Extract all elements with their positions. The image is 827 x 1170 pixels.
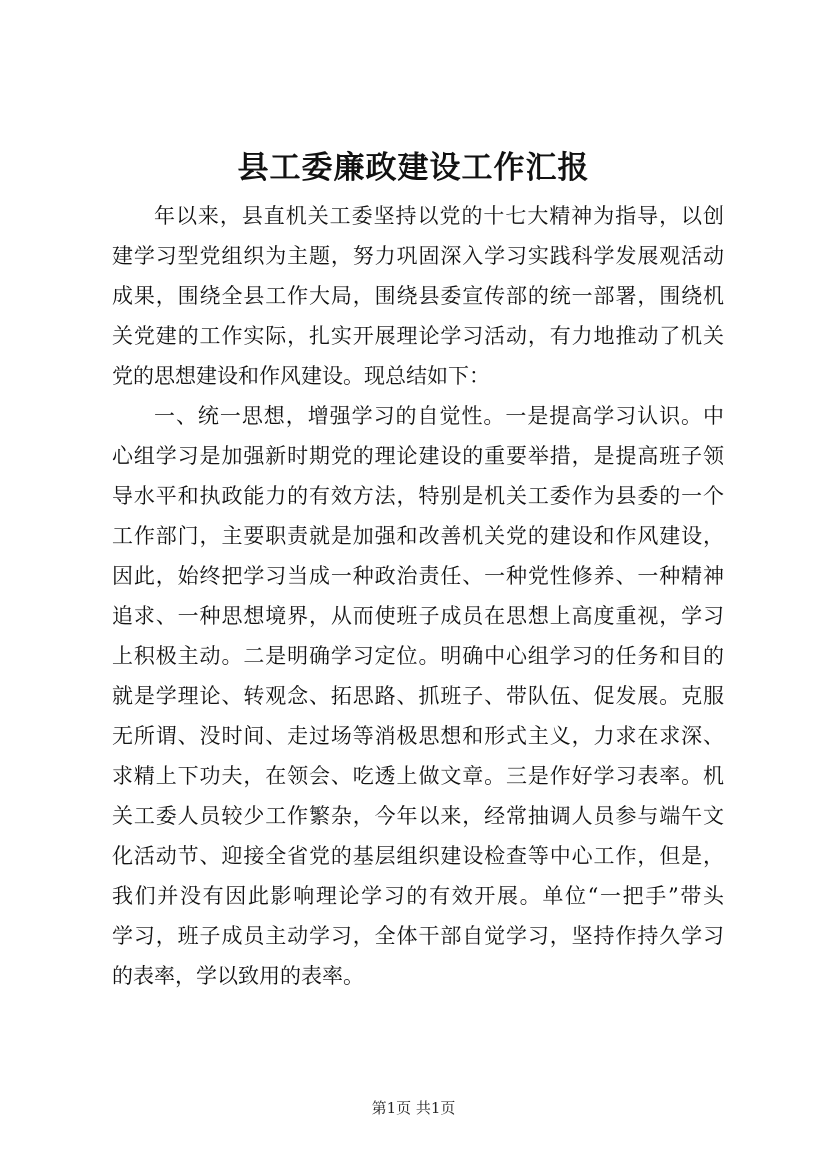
text-line: 关党建的工作实际，扎实开展理论学习活动，有力地推动了机关 (112, 324, 724, 348)
page-footer: 第1页 共1页 (371, 1099, 456, 1117)
text-line: 追求、一种思想境界，从而使班子成员在思想上高度重视，学习 (112, 604, 724, 628)
text-line: 心组学习是加强新时期党的理论建设的重要举措，是提高班子领 (112, 444, 724, 468)
text-line: 一、统一思想，增强学习的自觉性。一是提高学习认识。中 (154, 404, 724, 428)
text-line: 求精上下功夫，在领会、吃透上做文章。三是作好学习表率。机 (112, 764, 724, 788)
text-line: 的表率，学以致用的表率。 (112, 964, 364, 988)
text-line: 化活动节、迎接全省党的基层组织建设检查等中心工作，但是， (112, 844, 724, 868)
text-line: 成果，围绕全县工作大局，围绕县委宣传部的统一部署，围绕机 (112, 284, 724, 308)
page-title: 县工委廉政建设工作汇报 (237, 150, 590, 186)
text-line: 关工委人员较少工作繁杂，今年以来，经常抽调人员参与端午文 (112, 804, 724, 828)
text-line: 无所谓、没时间、走过场等消极思想和形式主义，力求在求深、 (112, 724, 724, 748)
text-line: 因此，始终把学习当成一种政治责任、一种党性修养、一种精神 (112, 564, 724, 588)
text-line: 建学习型党组织为主题，努力巩固深入学习实践科学发展观活动 (112, 244, 724, 268)
text-line: 我们并没有因此影响理论学习的有效开展。单位“一把手”带头 (112, 884, 724, 908)
text-line: 导水平和执政能力的有效方法，特别是机关工委作为县委的一个 (112, 484, 724, 508)
text-line: 就是学理论、转观念、拓思路、抓班子、带队伍、促发展。克服 (112, 684, 724, 708)
text-line: 工作部门，主要职责就是加强和改善机关党的建设和作风建设， (112, 524, 724, 548)
text-line: 年以来，县直机关工委坚持以党的十七大精神为指导，以创 (154, 204, 724, 228)
text-line: 上积极主动。二是明确学习定位。明确中心组学习的任务和目的 (112, 644, 724, 668)
text-line: 党的思想建设和作风建设。现总结如下： (112, 364, 490, 388)
text-line: 学习，班子成员主动学习，全体干部自觉学习，坚持作持久学习 (112, 924, 724, 948)
document-body (112, 196, 724, 996)
paragraph (112, 396, 724, 996)
paragraph (112, 196, 724, 396)
